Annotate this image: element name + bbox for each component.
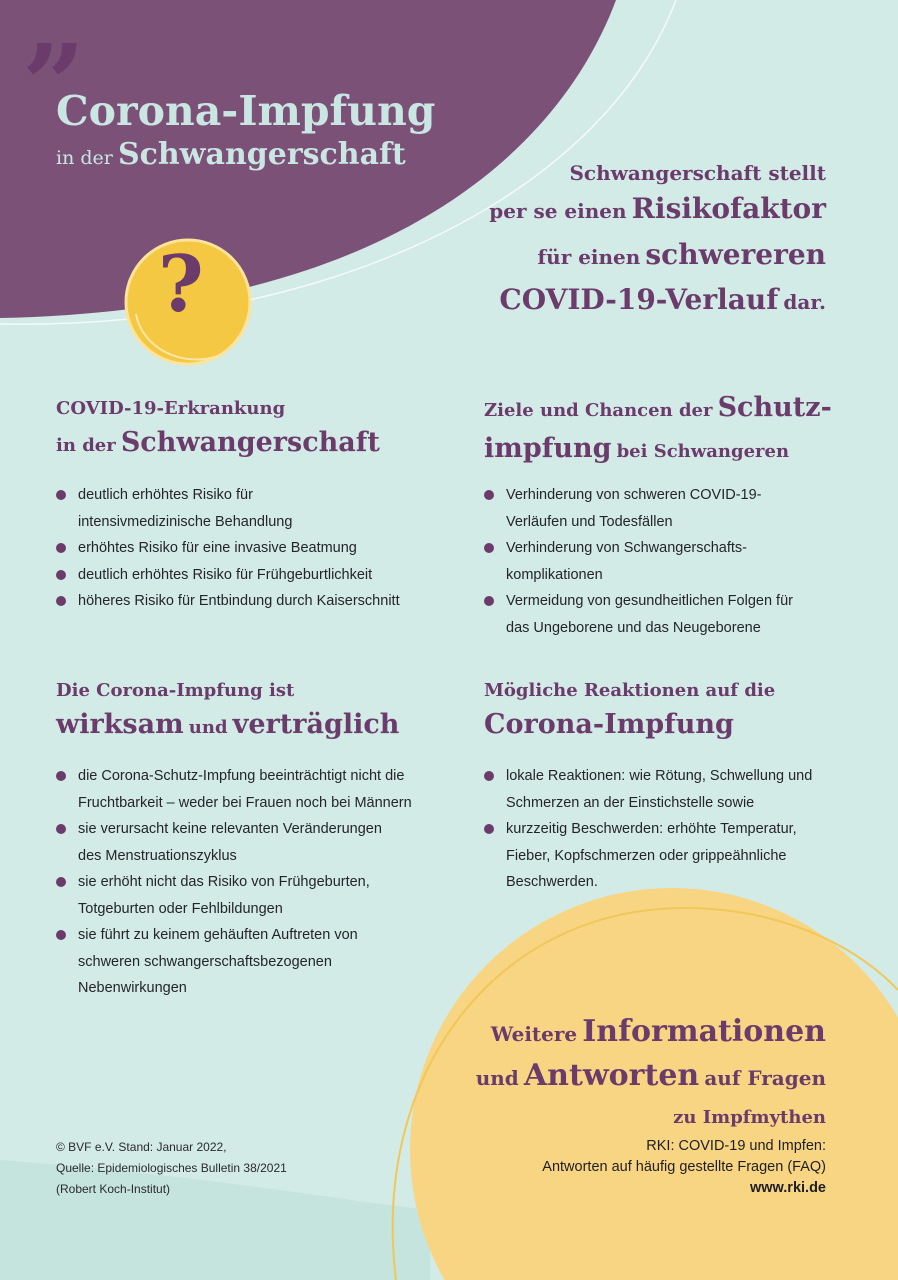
claim-line3-big: schwereren — [645, 238, 826, 271]
list-item: erhöhtes Risiko für eine invasive Beatmung — [56, 535, 446, 562]
list-item: Verhinderung von schweren COVID-19-Verläufen und Todesfällen — [484, 482, 766, 535]
claim-line2-small: per se einen — [489, 199, 627, 223]
list-item: sie führt zu keinem gehäuften Auftreten von schweren schwangerschaftsbezogenen Nebenwirkungen — [56, 922, 398, 1002]
footer-line3: (Robert Koch-Institut) — [56, 1182, 171, 1196]
ziele-list — [484, 482, 804, 641]
ziele-title-big1: Schutz- — [717, 392, 832, 423]
footer-line1: © BVF e.V. Stand: Januar 2022, — [56, 1140, 227, 1154]
info-impfmythen: zu Impfmythen — [673, 1107, 826, 1128]
info-weitere: Weitere — [490, 1022, 578, 1046]
list-item: sie erhöht nicht das Risiko von Frühgeburten, Totgeburten oder Fehlbildungen — [56, 869, 398, 922]
quote-mark-icon: ” — [22, 20, 80, 149]
question-mark-glyph: ? — [158, 239, 204, 330]
footer-line2: Quelle: Epidemiologisches Bulletin 38/2021 — [56, 1161, 287, 1175]
wirksam-title-big2: verträglich — [232, 709, 400, 740]
risk-claim — [489, 158, 826, 324]
info-auf-fragen: auf Fragen — [704, 1066, 826, 1090]
wirksam-title-und: und — [188, 717, 228, 738]
info-antworten: Antworten — [523, 1058, 700, 1093]
section-title-wirksam — [56, 676, 399, 747]
list-item: lokale Reaktionen: wie Rötung, Schwellung und Schmerzen an der Einstichstelle sowie — [484, 763, 839, 816]
list-item: Vermeidung von gesundheitlichen Folgen für das Ungeborene und das Neugeborene — [484, 588, 804, 641]
claim-line2-big: Risikofaktor — [631, 192, 826, 225]
list-item: höheres Risiko für Entbindung durch Kaiserschnitt — [56, 588, 446, 615]
title-line1: Corona-Impfung — [56, 87, 436, 135]
rki-link[interactable]: www.rki.de — [749, 1180, 826, 1196]
erkrankung-title-in-der: in der — [56, 435, 116, 456]
info-und: und — [475, 1066, 519, 1090]
wirksam-title-small: Die Corona-Impfung ist — [56, 680, 295, 701]
reaktionen-title-small: Mögliche Reaktionen auf die — [484, 680, 776, 701]
rki-reference — [542, 1136, 826, 1199]
erkrankung-title-small: COVID-19-Erkrankung — [56, 398, 286, 419]
wirksam-title-big1: wirksam — [56, 709, 184, 740]
erkrankung-title-big: Schwangerschaft — [120, 427, 380, 458]
info-informationen: Informationen — [582, 1014, 826, 1049]
erkrankung-list — [56, 482, 446, 615]
section-title-reaktionen — [484, 676, 775, 744]
list-item: Verhinderung von Schwangerschafts-komplikationen — [484, 535, 756, 588]
section-title-erkrankung — [56, 394, 380, 465]
claim-line4-big: COVID-19-Verlauf — [499, 283, 779, 316]
rki-line2: Antworten auf häufig gestellte Fragen (FAQ) — [542, 1159, 826, 1175]
title-in-der: in der — [56, 147, 113, 169]
wirksam-list — [56, 763, 441, 1002]
section-title-ziele — [484, 388, 832, 470]
more-info-heading — [476, 1012, 826, 1136]
reaktionen-title-big: Corona-Impfung — [484, 709, 734, 740]
list-item: deutlich erhöhtes Risiko für intensivmedizinische Behandlung — [56, 482, 308, 535]
ziele-title-small1: Ziele und Chancen der — [484, 400, 713, 421]
page-title — [56, 86, 435, 178]
list-item: deutlich erhöhtes Risiko für Frühgeburtlichkeit — [56, 562, 446, 589]
list-item: kurzzeitig Beschwerden: erhöhte Temperatur, Fieber, Kopfschmerzen oder grippeähnliche Beschwerden. — [484, 816, 816, 896]
claim-line1: Schwangerschaft stellt — [569, 161, 826, 185]
claim-line3-small: für einen — [537, 245, 641, 269]
list-item: die Corona-Schutz-Impfung beeinträchtigt nicht die Fruchtbarkeit – weder bei Frauen noch bei Männern — [56, 763, 441, 816]
claim-line4-small: dar. — [783, 290, 826, 314]
ziele-title-small2: bei Schwangeren — [616, 441, 790, 462]
rki-line1: RKI: COVID-19 und Impfen: — [646, 1138, 826, 1154]
title-line2: Schwangerschaft — [117, 137, 406, 172]
reaktionen-list — [484, 763, 839, 896]
list-item: sie verursacht keine relevanten Veränderungen des Menstruationszyklus — [56, 816, 408, 869]
source-footer — [56, 1137, 287, 1200]
ziele-title-big2: impfung — [484, 433, 612, 464]
